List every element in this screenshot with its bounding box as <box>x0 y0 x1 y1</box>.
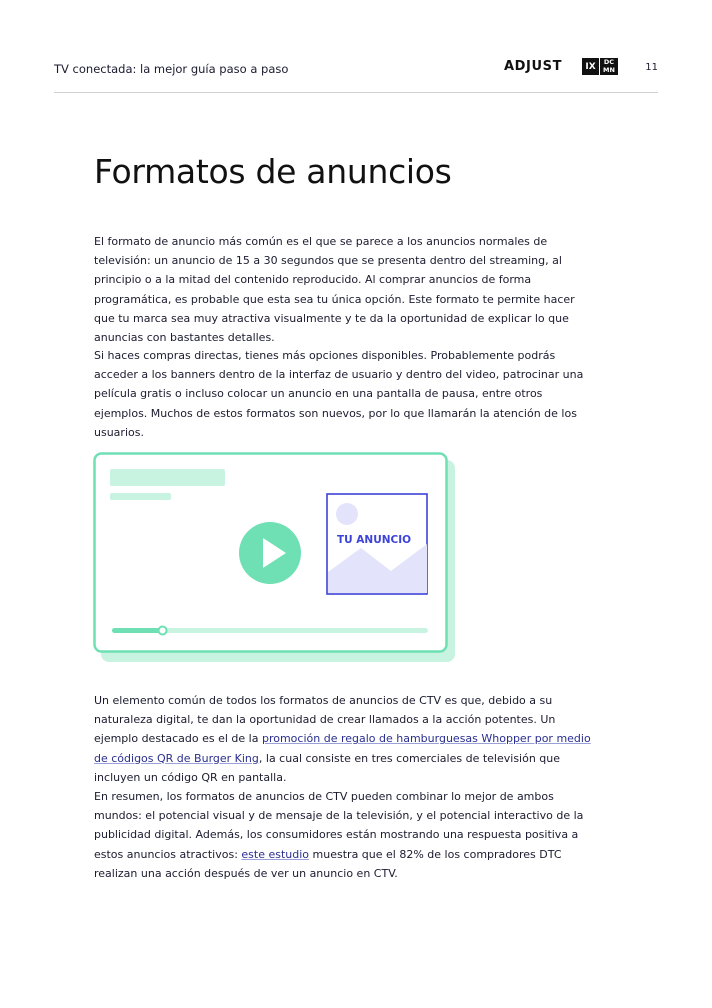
dcmn-logo-top: DC <box>603 58 615 66</box>
page-number: 11 <box>645 62 658 73</box>
dcmn-logo-mark: IX <box>582 58 599 75</box>
video-ad-illustration <box>93 452 457 664</box>
progress-handle <box>159 627 167 635</box>
dcmn-logo-letters <box>600 58 618 75</box>
title-placeholder-bar <box>110 469 225 486</box>
paragraph-cta <box>94 691 594 787</box>
paragraph-summary-text-start: En resumen, los formatos de anuncios de CTV pueden combinar lo mejor de ambos mundos: el potencial visual y de mensaje de la televisión, y el potencial interactivo de la publicidad digital. Además, los consumidores están mostrando una respuesta positiva a estos anuncios atractivos: <box>94 790 584 861</box>
paragraph-summary <box>94 787 594 883</box>
dcmn-logo-bottom: MN <box>603 66 615 74</box>
paragraph-cta-text-end: , la cual consiste en tres comerciales de televisión que incluyen un código QR en pantalla. <box>94 751 561 784</box>
dcmn-logo <box>582 58 618 75</box>
paragraph-standard-format: El formato de anuncio más común es el que se parece a los anuncios normales de televisión: un anuncio de 15 a 30 segundos que se presenta dentro del streaming, al principio o a la mitad del contenido reproducido. Al comprar anuncios de forma programática, es probable que esta sea tu única opción. Este formato te permite hacer que tu marca sea muy atractiva visualmente y te da la oportunidad de explicar lo que anuncias con bastantes detalles. <box>94 235 575 345</box>
adjust-logo: ADJUST <box>504 59 563 74</box>
burger-king-promo-link[interactable]: promoción de regalo de hamburguesas Whopper por medio de códigos QR de Burger King <box>94 732 591 765</box>
paragraph-cta-text-start: Un elemento común de todos los formatos de anuncios de CTV es que, debido a su naturaleza digital, te dan la oportunidad de crear llamados a la acción potentes. Un ejemplo destacado es el de la <box>94 694 556 746</box>
ad-image-sun-icon <box>336 503 358 525</box>
page-header <box>54 58 658 93</box>
progress-fill <box>112 628 163 633</box>
document-title: TV conectada: la mejor guía paso a paso <box>54 62 289 76</box>
ad-label: TU ANUNCIO <box>336 534 412 546</box>
paragraph-summary-text-end: muestra que el 82% de los compradores DTC realizan una acción después de ver un anuncio en CTV. <box>94 847 562 880</box>
study-link[interactable]: este estudio <box>241 847 310 861</box>
page-title: Formatos de anuncios <box>94 152 452 191</box>
paragraph-direct-buying: Si haces compras directas, tienes más opciones disponibles. Probablemente podrás acceder a los banners dentro de la interfaz de usuario y dentro del video, patrocinar una película gratis o incluso colocar un anuncio en una pantalla de pausa, entre otros ejemplos. Muchos de estos formatos son nuevos, por lo que llamarán la atención de los usuarios. <box>94 349 584 439</box>
subtitle-placeholder-bar <box>110 493 171 500</box>
